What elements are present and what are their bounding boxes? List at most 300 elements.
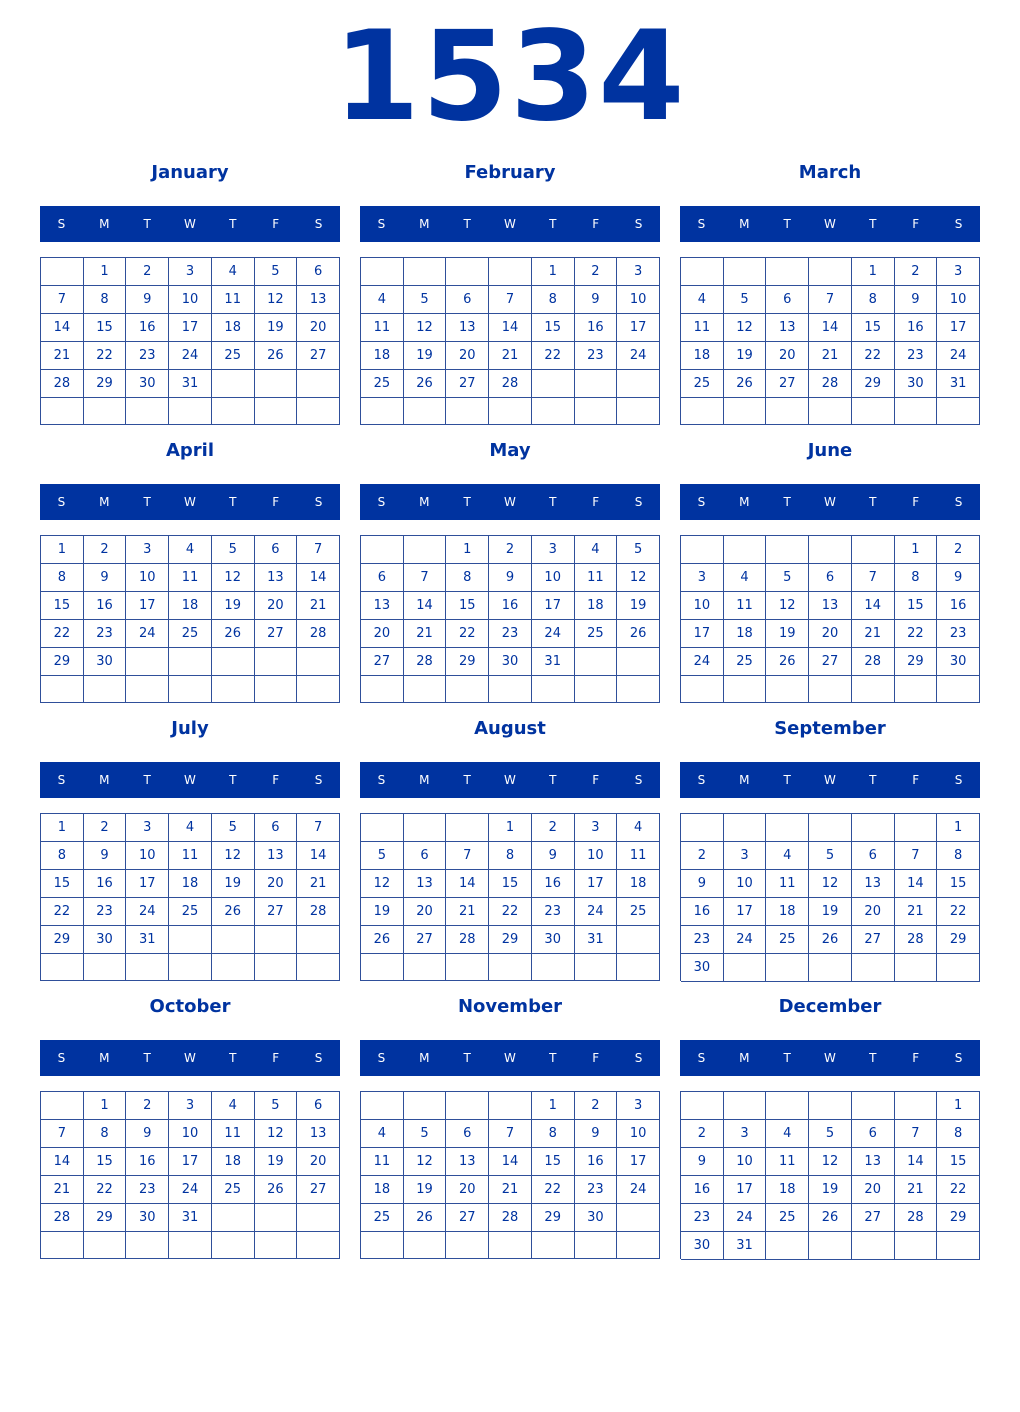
day-cell: 1 <box>895 536 938 564</box>
day-cell: 21 <box>297 870 340 898</box>
day-cell: 7 <box>895 1120 938 1148</box>
day-cell: 16 <box>84 870 127 898</box>
day-cell: 2 <box>84 536 127 564</box>
day-cell: 22 <box>852 342 895 370</box>
day-cell: 30 <box>126 370 169 398</box>
day-cell: 4 <box>212 258 255 286</box>
day-cell: 10 <box>724 870 767 898</box>
empty-day-cell <box>446 1232 489 1259</box>
empty-day-cell <box>489 676 532 703</box>
day-cell: 12 <box>617 564 660 592</box>
day-cell: 17 <box>724 898 767 926</box>
month-name: May <box>489 440 531 461</box>
day-cell: 27 <box>766 370 809 398</box>
days-grid <box>360 1091 660 1259</box>
weekday-label: W <box>184 773 196 787</box>
day-cell: 18 <box>361 342 404 370</box>
day-cell: 20 <box>852 1176 895 1204</box>
day-cell: 14 <box>446 870 489 898</box>
day-cell: 13 <box>446 1148 489 1176</box>
day-cell: 29 <box>895 648 938 676</box>
day-cell: 7 <box>446 842 489 870</box>
days-grid <box>680 1091 980 1259</box>
day-cell: 17 <box>681 620 724 648</box>
day-cell: 12 <box>255 1120 298 1148</box>
weekday-label: M <box>739 495 750 509</box>
day-cell: 28 <box>489 370 532 398</box>
day-cell: 19 <box>255 314 298 342</box>
day-cell: 4 <box>169 536 212 564</box>
day-cell: 10 <box>724 1148 767 1176</box>
day-cell: 16 <box>126 314 169 342</box>
empty-day-cell <box>766 954 809 982</box>
day-cell: 15 <box>895 592 938 620</box>
day-cell: 30 <box>84 648 127 676</box>
day-cell: 8 <box>84 286 127 314</box>
day-cell: 31 <box>532 648 575 676</box>
day-cell: 25 <box>724 648 767 676</box>
empty-day-cell <box>724 258 767 286</box>
empty-day-cell <box>361 814 404 842</box>
empty-day-cell <box>361 536 404 564</box>
day-cell: 2 <box>126 258 169 286</box>
day-cell: 10 <box>169 286 212 314</box>
empty-day-cell <box>681 398 724 425</box>
empty-day-cell <box>895 398 938 425</box>
day-cell: 12 <box>212 564 255 592</box>
day-cell: 15 <box>446 592 489 620</box>
day-cell: 14 <box>895 870 938 898</box>
day-cell: 18 <box>766 1176 809 1204</box>
day-cell: 22 <box>895 620 938 648</box>
weekday-header <box>680 1040 980 1076</box>
empty-day-cell <box>361 676 404 703</box>
day-cell: 2 <box>895 258 938 286</box>
day-cell: 1 <box>852 258 895 286</box>
empty-day-cell <box>126 676 169 703</box>
day-cell: 8 <box>532 286 575 314</box>
empty-day-cell <box>255 676 298 703</box>
day-cell: 7 <box>41 1120 84 1148</box>
day-cell: 12 <box>724 314 767 342</box>
day-cell: 20 <box>766 342 809 370</box>
empty-day-cell <box>84 398 127 425</box>
empty-day-cell <box>255 370 298 398</box>
empty-day-cell <box>361 398 404 425</box>
day-cell: 6 <box>766 286 809 314</box>
weekday-label: T <box>869 495 877 509</box>
weekday-header <box>680 484 980 520</box>
day-cell: 19 <box>212 592 255 620</box>
day-cell: 3 <box>617 1092 660 1120</box>
weekday-label: T <box>463 495 471 509</box>
day-cell: 11 <box>169 842 212 870</box>
day-cell: 16 <box>895 314 938 342</box>
day-cell: 10 <box>681 592 724 620</box>
weekday-label: T <box>229 1051 237 1065</box>
day-cell: 7 <box>41 286 84 314</box>
day-cell: 6 <box>446 1120 489 1148</box>
day-cell: 28 <box>41 1204 84 1232</box>
day-cell: 8 <box>84 1120 127 1148</box>
empty-day-cell <box>297 676 340 703</box>
day-cell: 5 <box>766 564 809 592</box>
empty-day-cell <box>575 370 618 398</box>
day-cell: 29 <box>532 1204 575 1232</box>
weekday-label: T <box>869 1051 877 1065</box>
weekday-label: T <box>143 217 151 231</box>
empty-day-cell <box>255 954 298 981</box>
day-cell: 27 <box>446 370 489 398</box>
month-name: September <box>774 718 886 739</box>
day-cell: 11 <box>361 1148 404 1176</box>
weekday-header <box>360 484 660 520</box>
day-cell: 8 <box>895 564 938 592</box>
day-cell: 25 <box>766 1204 809 1232</box>
day-cell: 23 <box>681 926 724 954</box>
weekday-label: S <box>954 773 963 787</box>
day-cell: 4 <box>766 842 809 870</box>
empty-day-cell <box>852 954 895 982</box>
weekday-label: F <box>592 773 600 787</box>
day-cell: 13 <box>852 870 895 898</box>
day-cell: 1 <box>937 814 980 842</box>
weekday-label: F <box>272 1051 280 1065</box>
empty-day-cell <box>532 1232 575 1259</box>
day-cell: 26 <box>212 620 255 648</box>
day-cell: 5 <box>404 286 447 314</box>
day-cell: 14 <box>852 592 895 620</box>
day-cell: 9 <box>532 842 575 870</box>
empty-day-cell <box>297 370 340 398</box>
day-cell: 17 <box>532 592 575 620</box>
empty-day-cell <box>809 258 852 286</box>
day-cell: 23 <box>84 620 127 648</box>
empty-day-cell <box>895 1232 938 1260</box>
weekday-header <box>680 206 980 242</box>
day-cell: 24 <box>169 342 212 370</box>
day-cell: 18 <box>212 314 255 342</box>
day-cell: 4 <box>766 1120 809 1148</box>
day-cell: 8 <box>41 564 84 592</box>
empty-day-cell <box>575 676 618 703</box>
day-cell: 2 <box>84 814 127 842</box>
empty-day-cell <box>766 814 809 842</box>
empty-day-cell <box>489 398 532 425</box>
day-cell: 23 <box>84 898 127 926</box>
day-cell: 25 <box>212 342 255 370</box>
day-cell: 19 <box>809 1176 852 1204</box>
weekday-header <box>360 206 660 242</box>
day-cell: 20 <box>361 620 404 648</box>
days-grid <box>360 535 660 703</box>
day-cell: 4 <box>724 564 767 592</box>
day-cell: 17 <box>575 870 618 898</box>
day-cell: 25 <box>575 620 618 648</box>
day-cell: 18 <box>169 870 212 898</box>
day-cell: 28 <box>852 648 895 676</box>
empty-day-cell <box>575 648 618 676</box>
day-cell: 8 <box>41 842 84 870</box>
day-cell: 6 <box>404 842 447 870</box>
day-cell: 27 <box>852 926 895 954</box>
weekday-label: M <box>99 495 110 509</box>
day-cell: 29 <box>937 1204 980 1232</box>
day-cell: 25 <box>361 370 404 398</box>
empty-day-cell <box>84 676 127 703</box>
day-cell: 2 <box>681 842 724 870</box>
day-cell: 2 <box>489 536 532 564</box>
day-cell: 7 <box>489 1120 532 1148</box>
weekday-label: T <box>143 1051 151 1065</box>
day-cell: 13 <box>852 1148 895 1176</box>
empty-day-cell <box>404 814 447 842</box>
day-cell: 21 <box>446 898 489 926</box>
weekday-label: T <box>549 1051 557 1065</box>
day-cell: 7 <box>809 286 852 314</box>
day-cell: 12 <box>809 870 852 898</box>
empty-day-cell <box>809 398 852 425</box>
empty-day-cell <box>489 954 532 981</box>
empty-day-cell <box>617 1232 660 1259</box>
empty-day-cell <box>617 954 660 981</box>
empty-day-cell <box>446 954 489 981</box>
day-cell: 14 <box>404 592 447 620</box>
month-name: December <box>778 996 882 1017</box>
day-cell: 21 <box>297 592 340 620</box>
day-cell: 31 <box>724 1232 767 1260</box>
day-cell: 17 <box>617 1148 660 1176</box>
day-cell: 23 <box>681 1204 724 1232</box>
weekday-label: S <box>377 773 386 787</box>
empty-day-cell <box>404 1092 447 1120</box>
empty-day-cell <box>681 1092 724 1120</box>
weekday-header <box>680 762 980 798</box>
empty-day-cell <box>809 954 852 982</box>
day-cell: 12 <box>212 842 255 870</box>
day-cell: 3 <box>126 536 169 564</box>
day-cell: 1 <box>41 814 84 842</box>
day-cell: 17 <box>169 314 212 342</box>
weekday-label: M <box>99 1051 110 1065</box>
day-cell: 3 <box>681 564 724 592</box>
day-cell: 13 <box>297 1120 340 1148</box>
day-cell: 22 <box>532 342 575 370</box>
day-cell: 12 <box>404 1148 447 1176</box>
days-grid <box>680 813 980 981</box>
empty-day-cell <box>212 1204 255 1232</box>
day-cell: 6 <box>809 564 852 592</box>
day-cell: 10 <box>617 286 660 314</box>
day-cell: 29 <box>937 926 980 954</box>
empty-day-cell <box>212 926 255 954</box>
weekday-header <box>40 762 340 798</box>
empty-day-cell <box>724 398 767 425</box>
day-cell: 28 <box>809 370 852 398</box>
day-cell: 6 <box>255 814 298 842</box>
day-cell: 3 <box>126 814 169 842</box>
day-cell: 27 <box>297 342 340 370</box>
day-cell: 3 <box>724 842 767 870</box>
day-cell: 11 <box>724 592 767 620</box>
weekday-label: F <box>272 217 280 231</box>
day-cell: 21 <box>852 620 895 648</box>
day-cell: 1 <box>532 258 575 286</box>
weekday-label: M <box>739 773 750 787</box>
weekday-label: W <box>824 217 836 231</box>
day-cell: 22 <box>41 620 84 648</box>
day-cell: 9 <box>937 564 980 592</box>
weekday-label: S <box>697 773 706 787</box>
day-cell: 20 <box>255 870 298 898</box>
empty-day-cell <box>297 954 340 981</box>
day-cell: 12 <box>255 286 298 314</box>
empty-day-cell <box>404 676 447 703</box>
day-cell: 10 <box>937 286 980 314</box>
day-cell: 18 <box>361 1176 404 1204</box>
empty-day-cell <box>446 1092 489 1120</box>
empty-day-cell <box>766 1232 809 1260</box>
day-cell: 26 <box>255 1176 298 1204</box>
empty-day-cell <box>852 398 895 425</box>
day-cell: 31 <box>169 370 212 398</box>
day-cell: 13 <box>361 592 404 620</box>
day-cell: 3 <box>169 258 212 286</box>
day-cell: 16 <box>575 314 618 342</box>
day-cell: 28 <box>895 1204 938 1232</box>
day-cell: 20 <box>255 592 298 620</box>
day-cell: 26 <box>255 342 298 370</box>
day-cell: 20 <box>809 620 852 648</box>
day-cell: 23 <box>937 620 980 648</box>
weekday-label: T <box>783 773 791 787</box>
weekday-label: S <box>634 1051 643 1065</box>
month-name: November <box>457 996 563 1017</box>
empty-day-cell <box>84 954 127 981</box>
empty-day-cell <box>255 1204 298 1232</box>
day-cell: 24 <box>937 342 980 370</box>
empty-day-cell <box>255 648 298 676</box>
day-cell: 13 <box>297 286 340 314</box>
empty-day-cell <box>84 1232 127 1259</box>
days-grid <box>40 257 340 425</box>
empty-day-cell <box>404 398 447 425</box>
weekday-label: M <box>419 773 430 787</box>
day-cell: 23 <box>575 342 618 370</box>
day-cell: 24 <box>169 1176 212 1204</box>
empty-day-cell <box>937 954 980 982</box>
empty-day-cell <box>852 1092 895 1120</box>
day-cell: 13 <box>404 870 447 898</box>
empty-day-cell <box>532 676 575 703</box>
day-cell: 20 <box>297 314 340 342</box>
empty-day-cell <box>852 536 895 564</box>
day-cell: 30 <box>681 954 724 982</box>
empty-day-cell <box>41 1092 84 1120</box>
day-cell: 15 <box>532 314 575 342</box>
month-name: April <box>165 440 215 461</box>
day-cell: 26 <box>809 1204 852 1232</box>
day-cell: 7 <box>489 286 532 314</box>
day-cell: 14 <box>489 1148 532 1176</box>
day-cell: 8 <box>489 842 532 870</box>
day-cell: 18 <box>617 870 660 898</box>
empty-day-cell <box>446 676 489 703</box>
weekday-label: W <box>504 1051 516 1065</box>
empty-day-cell <box>212 648 255 676</box>
empty-day-cell <box>937 676 980 703</box>
empty-day-cell <box>255 926 298 954</box>
day-cell: 6 <box>852 842 895 870</box>
day-cell: 7 <box>404 564 447 592</box>
weekday-label: S <box>634 217 643 231</box>
empty-day-cell <box>404 1232 447 1259</box>
day-cell: 30 <box>895 370 938 398</box>
day-cell: 26 <box>404 370 447 398</box>
day-cell: 21 <box>489 342 532 370</box>
empty-day-cell <box>766 398 809 425</box>
day-cell: 9 <box>575 1120 618 1148</box>
day-cell: 8 <box>937 1120 980 1148</box>
day-cell: 20 <box>297 1148 340 1176</box>
weekday-label: F <box>592 495 600 509</box>
day-cell: 27 <box>297 1176 340 1204</box>
day-cell: 15 <box>532 1148 575 1176</box>
day-cell: 22 <box>532 1176 575 1204</box>
day-cell: 21 <box>895 1176 938 1204</box>
day-cell: 30 <box>937 648 980 676</box>
weekday-label: M <box>419 217 430 231</box>
month-name: February <box>464 162 556 183</box>
day-cell: 28 <box>446 926 489 954</box>
weekday-label: W <box>504 217 516 231</box>
day-cell: 5 <box>617 536 660 564</box>
day-cell: 21 <box>809 342 852 370</box>
days-grid <box>680 257 980 425</box>
day-cell: 5 <box>809 1120 852 1148</box>
empty-day-cell <box>446 398 489 425</box>
weekday-header <box>360 1040 660 1076</box>
weekday-label: F <box>272 773 280 787</box>
day-cell: 22 <box>84 342 127 370</box>
weekday-label: T <box>549 495 557 509</box>
day-cell: 16 <box>681 898 724 926</box>
weekday-label: F <box>272 495 280 509</box>
day-cell: 4 <box>169 814 212 842</box>
day-cell: 30 <box>681 1232 724 1260</box>
day-cell: 9 <box>575 286 618 314</box>
empty-day-cell <box>446 258 489 286</box>
day-cell: 14 <box>895 1148 938 1176</box>
empty-day-cell <box>489 1092 532 1120</box>
empty-day-cell <box>446 814 489 842</box>
day-cell: 4 <box>575 536 618 564</box>
day-cell: 1 <box>41 536 84 564</box>
empty-day-cell <box>852 1232 895 1260</box>
weekday-header <box>40 1040 340 1076</box>
day-cell: 15 <box>489 870 532 898</box>
day-cell: 11 <box>361 314 404 342</box>
day-cell: 9 <box>895 286 938 314</box>
day-cell: 30 <box>575 1204 618 1232</box>
weekday-label: S <box>377 495 386 509</box>
day-cell: 4 <box>617 814 660 842</box>
day-cell: 25 <box>212 1176 255 1204</box>
day-cell: 24 <box>126 620 169 648</box>
day-cell: 1 <box>532 1092 575 1120</box>
day-cell: 3 <box>937 258 980 286</box>
day-cell: 5 <box>361 842 404 870</box>
